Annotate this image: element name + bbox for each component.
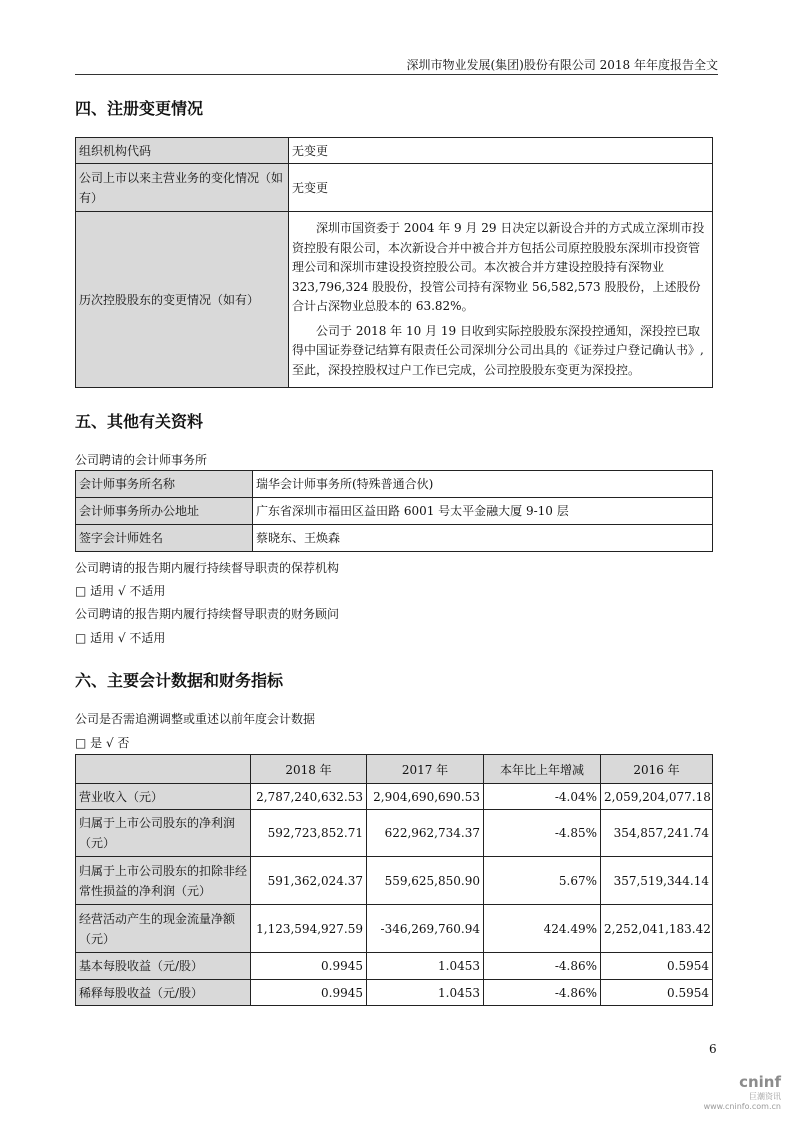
cell-value: 591,362,024.37: [251, 857, 367, 905]
row-label: 组织机构代码: [76, 138, 289, 164]
table-row: [76, 953, 713, 980]
sponsor-options: □ 适用 √ 不适用: [75, 584, 166, 598]
cell-value: 2,904,690,690.53: [367, 784, 484, 810]
logo-cn: 巨潮资讯: [749, 1092, 781, 1101]
row-label: 签字会计师姓名: [76, 525, 253, 552]
restatement-options: □ 是 √ 否: [75, 736, 130, 750]
paragraph: 深圳市国资委于 2004 年 9 月 29 日决定以新设合并的方式成立深圳市投资控股有限公司，本次新设合并中被合并方包括公司原控股股东深圳市投资管理公司和深圳市建设投资控股公司。本次被合并方建设控股持有深物业 323,796,324 股股份，投管公司持有深物业 56,582,573 股股份，上述股份合计占深物业总股本的 63.82%。: [292, 221, 705, 313]
row-value: 蔡晓东、王焕森: [253, 525, 713, 552]
column-header: [76, 755, 251, 784]
table-row: [76, 980, 713, 1006]
cell-value: 0.5954: [601, 980, 713, 1006]
registration-change-table: [75, 137, 713, 388]
restatement-question: 公司是否需追溯调整或重述以前年度会计数据: [75, 712, 316, 726]
row-label: 会计师事务所办公地址: [76, 498, 253, 525]
logo-url: www.cninfo.com.cn: [703, 1102, 781, 1111]
table-row: [76, 784, 713, 810]
row-value: 无变更: [289, 138, 713, 164]
page-header: 深圳市物业发展(集团)股份有限公司 2018 年年度报告全文: [75, 56, 718, 75]
cninfo-logo: [704, 1073, 781, 1111]
column-header: 2017 年: [367, 755, 484, 784]
table-row: [76, 810, 713, 857]
row-label: 基本每股收益（元/股）: [76, 953, 251, 980]
cell-value: 0.9945: [251, 980, 367, 1006]
cell-value: -4.85%: [484, 810, 601, 857]
row-value: 广东省深圳市福田区益田路 6001 号太平金融大厦 9-10 层: [253, 498, 713, 525]
row-label: 归属于上市公司股东的扣除非经常性损益的净利润（元）: [76, 857, 251, 905]
cell-value: -4.86%: [484, 980, 601, 1006]
cell-value: 0.9945: [251, 953, 367, 980]
row-label: 稀释每股收益（元/股）: [76, 980, 251, 1006]
sponsor-label: 公司聘请的报告期内履行持续督导职责的保荐机构: [75, 561, 340, 575]
cell-value: 2,252,041,183.42: [601, 905, 713, 953]
column-header: 2018 年: [251, 755, 367, 784]
advisor-label: 公司聘请的报告期内履行持续督导职责的财务顾问: [75, 607, 340, 621]
cell-value: 0.5954: [601, 953, 713, 980]
table-row: [76, 857, 713, 905]
column-header: 本年比上年增减: [484, 755, 601, 784]
cell-value: 424.49%: [484, 905, 601, 953]
row-label: 营业收入（元）: [76, 784, 251, 810]
row-label: 经营活动产生的现金流量净额（元）: [76, 905, 251, 953]
section4-heading: 四、注册变更情况: [75, 99, 204, 118]
cell-value: 592,723,852.71: [251, 810, 367, 857]
table-row: [76, 905, 713, 953]
section6-heading: 六、主要会计数据和财务指标: [75, 671, 284, 690]
row-label: 会计师事务所名称: [76, 471, 253, 498]
accounting-firm-table: [75, 470, 713, 552]
cell-value: -4.04%: [484, 784, 601, 810]
cell-value: 1.0453: [367, 980, 484, 1006]
accounting-firm-intro: 公司聘请的会计师事务所: [75, 453, 208, 467]
section5-heading: 五、其他有关资料: [75, 412, 204, 431]
row-value: 瑞华会计师事务所(特殊普通合伙): [253, 471, 713, 498]
row-label: 历次控股股东的变更情况（如有）: [76, 212, 289, 388]
cell-value: 1,123,594,927.59: [251, 905, 367, 953]
cell-value: 2,787,240,632.53: [251, 784, 367, 810]
column-header: 2016 年: [601, 755, 713, 784]
logo-text: cninf: [739, 1073, 781, 1091]
cell-value: 559,625,850.90: [367, 857, 484, 905]
cell-value: 5.67%: [484, 857, 601, 905]
cell-value: 357,519,344.14: [601, 857, 713, 905]
cell-value: -346,269,760.94: [367, 905, 484, 953]
page-number: 6: [709, 1042, 717, 1056]
cell-value: 2,059,204,077.18: [601, 784, 713, 810]
row-label: 归属于上市公司股东的净利润（元）: [76, 810, 251, 857]
row-value: 无变更: [289, 164, 713, 212]
financial-data-table: [75, 754, 713, 1006]
cell-value: 354,857,241.74: [601, 810, 713, 857]
cell-value: 622,962,734.37: [367, 810, 484, 857]
row-label: 公司上市以来主营业务的变化情况（如有）: [76, 164, 289, 212]
advisor-options: □ 适用 √ 不适用: [75, 631, 166, 645]
cell-value: -4.86%: [484, 953, 601, 980]
cell-value: 1.0453: [367, 953, 484, 980]
paragraph: 公司于 2018 年 10 月 19 日收到实际控股股东深投控通知，深投控已取得中国证券登记结算有限责任公司深圳分公司出具的《证券过户登记确认书》,至此，深投控股权过户工作已完成，公司控股股东变更为深投控。: [292, 323, 704, 377]
